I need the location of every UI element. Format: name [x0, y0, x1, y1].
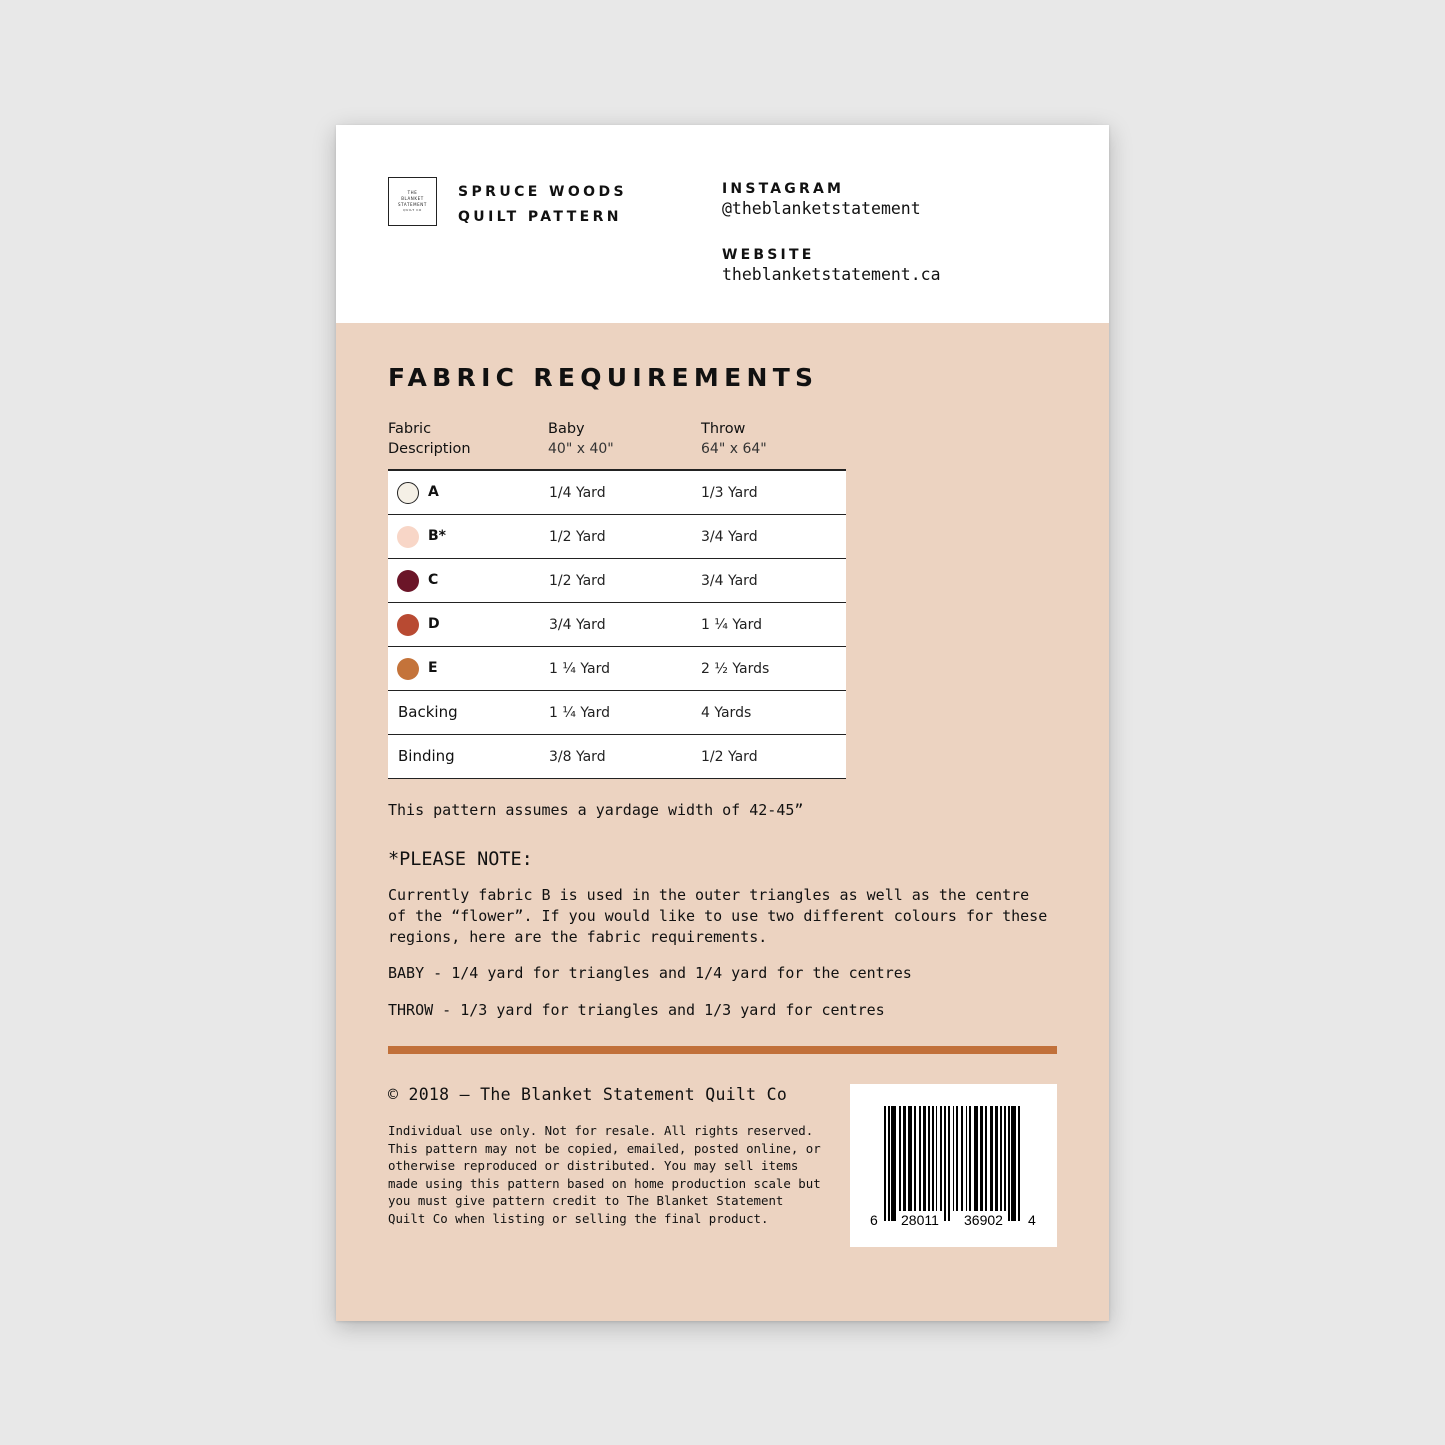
column-sublabel: Description [388, 441, 471, 457]
logo-line: QUILT CO [403, 208, 422, 212]
note-baby: BABY - 1/4 yard for triangles and 1/4 yard for the centres [388, 964, 912, 982]
fabric-swatch-e [397, 658, 419, 680]
header [336, 125, 1109, 323]
note-throw: THROW - 1/3 yard for triangles and 1/3 yard for centres [388, 1001, 885, 1019]
throw-yardage: 4 Yards [701, 705, 752, 721]
barcode [850, 1084, 1057, 1247]
brand-logo [388, 177, 437, 226]
divider [388, 1046, 1057, 1054]
table-row [388, 471, 846, 515]
throw-yardage: 1/3 Yard [701, 485, 758, 501]
barcode-digit-last: 4 [1028, 1212, 1036, 1228]
legal-notice: Individual use only. Not for resale. All rights reserved. This pattern may not be copied, emailed, posted online, or otherwise reproduced or distributed. You may sell items made using this pattern based on home production scale but you must give pattern credit to The Blanket Statement Quilt Co when listing or selling the final product. [388, 1123, 821, 1226]
table-row [388, 691, 846, 735]
column-sublabel: 64" x 64" [701, 441, 767, 457]
table-row [388, 603, 846, 647]
logo-line: THE [407, 190, 418, 195]
table-header [388, 419, 846, 469]
fabric-id: A [428, 484, 439, 500]
fabric-swatch-b [397, 526, 419, 548]
baby-yardage: 1 ¼ Yard [549, 705, 610, 721]
yardage-width-note: This pattern assumes a yardage width of 42-45” [388, 801, 804, 819]
pattern-back-cover [336, 125, 1109, 1321]
copyright: © 2018 – The Blanket Statement Quilt Co [388, 1085, 788, 1104]
baby-yardage: 1/2 Yard [549, 573, 606, 589]
table-row [388, 735, 846, 779]
website-label: WEBSITE [722, 247, 815, 263]
table-row [388, 647, 846, 691]
fabric-table [388, 469, 846, 779]
note-paragraph: Currently fabric B is used in the outer triangles as well as the centre of the “flower”. If you would like to use two different colours for these regions, here are the fabric requirements. [388, 886, 1048, 946]
throw-yardage: 3/4 Yard [701, 573, 758, 589]
logo-line: BLANKET [401, 196, 424, 201]
throw-yardage: 1 ¼ Yard [701, 617, 762, 633]
section-title: FABRIC REQUIREMENTS [388, 363, 819, 392]
column-header-fabric [388, 419, 471, 459]
column-label: Fabric [388, 421, 432, 437]
barcode-digit-first: 6 [870, 1212, 878, 1228]
instagram-label: INSTAGRAM [722, 181, 845, 197]
instagram-handle[interactable]: @theblanketstatement [722, 199, 921, 218]
fabric-swatch-a [397, 482, 419, 504]
barcode-icon [850, 1084, 1057, 1247]
logo-line: STATEMENT [398, 202, 427, 207]
throw-yardage: 2 ½ Yards [701, 661, 770, 677]
baby-yardage: 3/8 Yard [549, 749, 606, 765]
fabric-swatch-c [397, 570, 419, 592]
column-label: Throw [701, 421, 746, 437]
baby-yardage: 1/2 Yard [549, 529, 606, 545]
fabric-name: Backing [398, 703, 458, 721]
baby-yardage: 1 ¼ Yard [549, 661, 610, 677]
fabric-id: E [428, 660, 438, 676]
pattern-title [458, 180, 627, 230]
barcode-group-right: 36902 [964, 1212, 1003, 1228]
throw-yardage: 3/4 Yard [701, 529, 758, 545]
fabric-swatch-d [397, 614, 419, 636]
column-header-baby [548, 419, 614, 459]
website-link[interactable]: theblanketstatement.ca [722, 265, 941, 284]
table-row [388, 515, 846, 559]
throw-yardage: 1/2 Yard [701, 749, 758, 765]
column-label: Baby [548, 421, 585, 437]
please-note-heading: *PLEASE NOTE: [388, 849, 533, 870]
baby-yardage: 1/4 Yard [549, 485, 606, 501]
title-line-1: SPRUCE WOODS [458, 184, 627, 200]
column-sublabel: 40" x 40" [548, 441, 614, 457]
barcode-group-left: 28011 [901, 1212, 939, 1228]
baby-yardage: 3/4 Yard [549, 617, 606, 633]
fabric-id: C [428, 572, 439, 588]
column-header-throw [701, 419, 767, 459]
table-row [388, 559, 846, 603]
fabric-id: D [428, 616, 440, 632]
contact-info [722, 180, 941, 286]
title-line-2: QUILT PATTERN [458, 209, 622, 225]
fabric-name: Binding [398, 747, 455, 765]
fabric-id: B* [428, 528, 446, 544]
